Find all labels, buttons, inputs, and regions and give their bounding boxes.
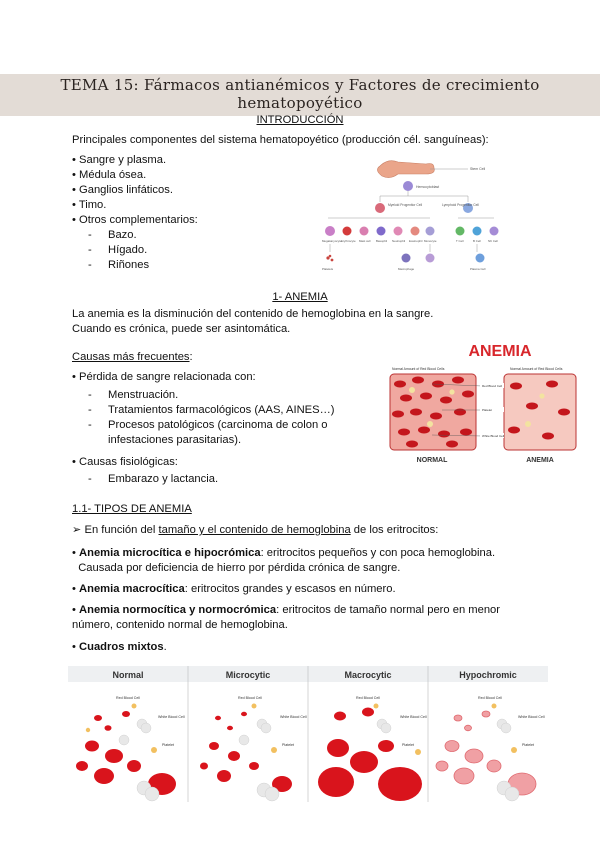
anemia-chronic: Cuando es crónica, puede ser asintomática. (72, 323, 291, 335)
list-item: - Riñones (80, 258, 149, 273)
normal-rbc-label: Red Blood Cell (116, 696, 140, 700)
left-caption: Normal Amount of Red Blood Cells (392, 367, 445, 371)
intro-heading: INTRODUCCIÓN (256, 114, 344, 126)
label-lymphoid: Lymphoid Progenitor Cell (442, 203, 479, 207)
panel-hypochromic: Hypochromic (459, 670, 517, 680)
cause1-sublist (80, 388, 360, 448)
panel-normal: Normal (112, 670, 144, 680)
label-eosinophil: Eosinophil (409, 239, 423, 243)
label-stem-cell: Stem Cell (470, 167, 486, 171)
type-microcytic: • Anemia microcítica e hipocrómica: eritrocitos pequeños y con poca hemoglobina. Causada por deficiencia de hierro por pérdida crónica de sangre. (72, 547, 496, 574)
type-macrocytic: • Anemia macrocítica: eritrocitos grandes y escasos en número. (72, 583, 396, 595)
cause-blood-loss: • Pérdida de sangre relacionada con: (72, 371, 256, 383)
anemia-figure-title: ANEMIA (468, 343, 532, 360)
anemia-caption: ANEMIA (526, 457, 554, 464)
list-item: - Procesos patológicos (carcinoma de colon o infestaciones parasitarias). (80, 418, 360, 448)
intro-sublist (80, 228, 149, 273)
cause2-sublist (80, 472, 218, 487)
list-item: - Embarazo y lactancia. (80, 472, 218, 487)
rbc-morphology-figure (68, 666, 548, 802)
label-hemocytoblast: Hemocytoblast (416, 185, 440, 189)
macro-wbc-label: White Blood Cell (400, 715, 427, 719)
cause-physiological: • Causas fisiológicas: (72, 456, 178, 468)
list-item: - Hígado. (80, 243, 149, 258)
list-item: • Otros complementarios: (72, 214, 198, 226)
micro-platelet-label: Platelet (282, 743, 294, 747)
label-white-blood-cell: White Blood Cell (482, 434, 505, 438)
hypo-rbc-label: Red Blood Cell (478, 696, 502, 700)
types-criteria: ➢ En función del tamaño y el contenido de hemoglobina de los eritrocitos: (72, 524, 439, 536)
label-b-cell: B Cell (473, 239, 481, 243)
label-basophil: Basophil (376, 239, 388, 243)
list-item: • Timo. (72, 199, 107, 211)
label-red-blood-cell: Red Blood Cell (482, 384, 503, 388)
label-t-cell: T Cell (456, 239, 464, 243)
micro-rbc-label: Red Blood Cell (238, 696, 262, 700)
intro-lead: Principales componentes del sistema hematopoyético (producción cél. sanguíneas): (72, 134, 489, 146)
list-item: - Tratamientos farmacológicos (AAS, AINES…) (80, 403, 360, 418)
hypo-wbc-label: White Blood Cell (518, 715, 545, 719)
anemia-definition: La anemia es la disminución del contenido de hemoglobina en la sangre. (72, 308, 434, 320)
type-mixed: • Cuadros mixtos. (72, 641, 167, 653)
list-item: • Médula ósea. (72, 169, 147, 181)
hypo-platelet-label: Platelet (522, 743, 534, 747)
label-nk-cell: NK Cell (488, 239, 498, 243)
normal-caption: NORMAL (416, 457, 448, 464)
anemia-comparison-figure (382, 340, 582, 468)
macro-rbc-label: Red Blood Cell (356, 696, 380, 700)
panel-microcytic: Microcytic (225, 670, 271, 680)
hematopoiesis-diagram (318, 152, 524, 276)
label-myeloid: Myeloid Progenitor Cell (388, 203, 423, 207)
type-normocytic: • Anemia normocítica y normocrómica: eritrocitos de tamaño normal pero en menor número, contenido normal de hemoglobina. (72, 604, 500, 631)
label-mast-cell: Mast cell (359, 239, 371, 243)
label-megakaryocyte: Megakaryocyte (322, 239, 342, 243)
list-item: • Sangre y plasma. (72, 154, 167, 166)
macro-platelet-label: Platelet (402, 743, 414, 747)
list-item: - Menstruación. (80, 388, 360, 403)
types-heading: 1.1- TIPOS DE ANEMIA (72, 503, 192, 515)
normal-platelet-label: Platelet (162, 743, 174, 747)
label-neutrophil: Neutrophil (392, 239, 406, 243)
list-item: • Ganglios linfáticos. (72, 184, 173, 196)
micro-wbc-label: White Blood Cell (280, 715, 307, 719)
causes-heading: Causas más frecuentes: (72, 351, 193, 363)
label-erythrocyte: Erythrocyte (341, 239, 356, 243)
list-item: - Bazo. (80, 228, 149, 243)
label-plasma-cell: Plasma Cell (470, 267, 486, 271)
anemia-heading: 1- ANEMIA (272, 291, 328, 303)
label-macrophage: Macrophage (398, 267, 415, 271)
document-title: TEMA 15: Fármacos antianémicos y Factores de crecimiento hematopoyético (0, 74, 600, 116)
right-caption: Normal Amount of Red Blood Cells (510, 367, 563, 371)
label-platelet: Platelet (482, 408, 493, 412)
label-monocyte: Monocyte (424, 239, 437, 243)
panel-macrocytic: Macrocytic (344, 670, 392, 680)
intro-bullets (72, 153, 198, 228)
normal-wbc-label: White Blood Cell (158, 715, 185, 719)
label-platelets: Platelets (322, 267, 334, 271)
